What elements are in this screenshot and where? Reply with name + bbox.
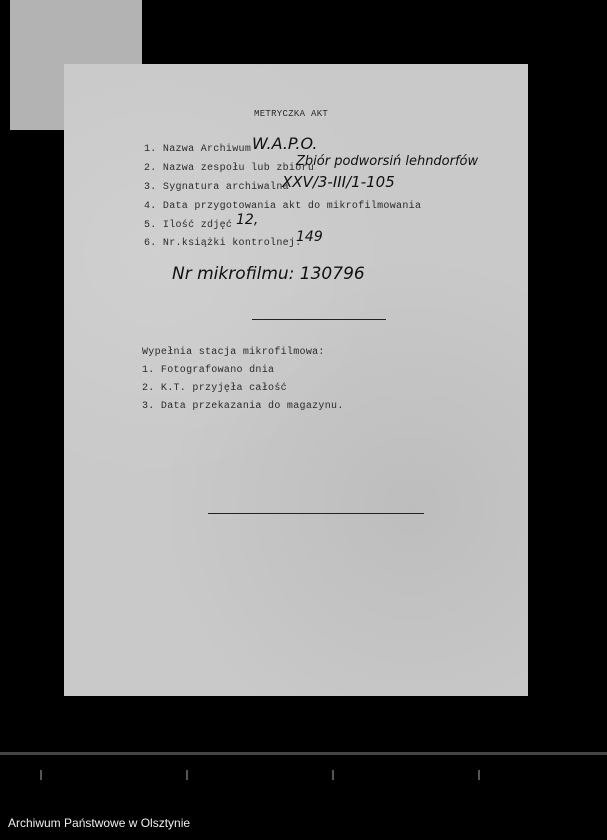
field-label-3: 3. Sygnatura archiwalna	[144, 182, 289, 193]
film-tick	[332, 770, 334, 780]
divider-line-2	[208, 513, 424, 514]
field-label-6: 6. Nr.książki kontrolnej.	[144, 238, 302, 249]
field-value-5: 12,	[236, 212, 259, 228]
film-tick	[186, 770, 188, 780]
station-item-1: 1. Fotografowano dnia	[142, 365, 275, 376]
film-tick	[40, 770, 42, 780]
field-value-3: XXV/3-III/1-105	[282, 173, 395, 191]
field-label-1: 1. Nazwa Archiwum	[144, 144, 252, 155]
field-label-4: 4. Data przygotowania akt do mikrofilmowania	[144, 201, 422, 212]
station-item-3: 3. Data przekazania do magazynu.	[142, 401, 344, 412]
station-heading: Wypełnia stacja mikrofilmowa:	[142, 347, 325, 358]
divider-line-1	[252, 319, 386, 320]
archive-name-footer: Archiwum Państwowe w Olsztynie	[8, 816, 191, 830]
station-item-2: 2. K.T. przyjęła całość	[142, 383, 287, 394]
paper-sheet	[64, 64, 528, 696]
film-strip-edge	[0, 752, 607, 755]
field-value-1: W.A.P.O.	[252, 134, 318, 153]
film-tick	[478, 770, 480, 780]
field-value-2: Zbiór podworsiń lehndorfów	[296, 154, 479, 169]
document-title: METRYCZKA AKT	[254, 109, 329, 119]
field-label-5: 5. Ilość zdjęć	[144, 220, 233, 231]
field-value-6: 149	[296, 229, 323, 245]
microfilm-number: Nr mikrofilmu: 130796	[172, 264, 365, 284]
field-label-2: 2. Nazwa zespołu lub zbioru	[144, 163, 315, 174]
